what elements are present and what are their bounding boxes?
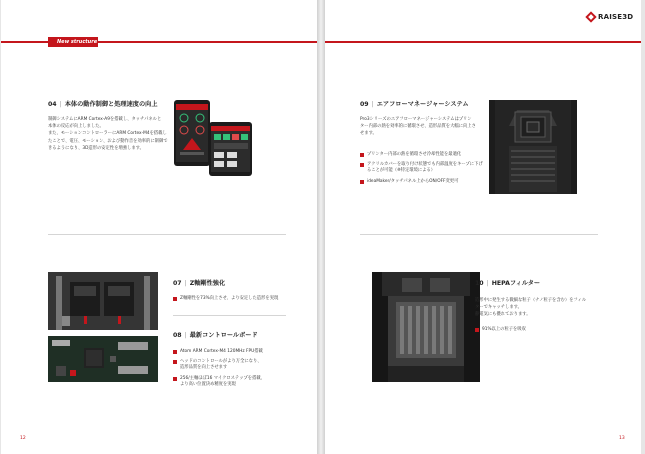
body-line: 造形中に発生する微細な粒子（ナノ粒子を含む）をフィル bbox=[475, 298, 587, 303]
hepa-filter-image bbox=[372, 272, 480, 382]
body-line: 静電気にも優れております。 bbox=[475, 312, 531, 318]
right-page bbox=[325, 0, 641, 454]
bullet-marker bbox=[360, 153, 364, 157]
bullet-text: アクリルカバーを取り付け状態でも内部温度をキープに下げ ることが可能（※特定環境による） bbox=[367, 162, 483, 174]
airflow-fan-image bbox=[489, 100, 577, 194]
bullet-item bbox=[360, 162, 485, 174]
section-heading: Z軸剛性強化 bbox=[189, 280, 226, 287]
body-line: せます。 bbox=[360, 131, 377, 137]
spread-gutter bbox=[317, 0, 325, 454]
bullet-text: 256/主軸ほぼ16 マイクロステップを搭載、 より高い位置決め精度を実現 bbox=[180, 375, 265, 387]
section-10-bullets bbox=[475, 327, 597, 337]
page-number: 13 bbox=[619, 436, 625, 441]
section-number: 04 bbox=[48, 101, 57, 108]
bullet-text: ヘッドのコントロールがより万全になり、 造形品質を向上させます bbox=[180, 359, 262, 371]
bullet-marker bbox=[173, 350, 177, 354]
section-number: 07 bbox=[173, 280, 182, 287]
title-separator: | bbox=[486, 280, 489, 287]
section-09-title bbox=[360, 99, 469, 108]
bullet-marker bbox=[173, 297, 177, 301]
title-separator: | bbox=[184, 280, 187, 287]
body-line: また、モーションコントローラーにARM Cortex-M4を搭載し bbox=[48, 131, 167, 137]
bullet-item bbox=[173, 359, 293, 371]
bullet-marker bbox=[360, 163, 364, 167]
section-heading: 最新コントロールボード bbox=[189, 332, 258, 339]
bullet-marker bbox=[360, 180, 364, 184]
bullet-text: ideaMaker/タッチパネル上からON/OFF変更可 bbox=[367, 178, 459, 184]
section-04-title bbox=[48, 99, 158, 108]
left-page bbox=[1, 0, 317, 454]
section-08-title bbox=[173, 330, 258, 339]
section-09-body bbox=[360, 116, 480, 138]
bullet-text: Atom ARM Cortex-M4 120MHz FPU搭載 bbox=[180, 349, 263, 354]
control-board-image bbox=[48, 336, 158, 382]
brand-name: RAISE3D bbox=[598, 13, 634, 21]
bullet-marker bbox=[475, 328, 479, 332]
bullet-item bbox=[173, 376, 293, 388]
title-separator: | bbox=[184, 332, 187, 339]
body-line: 制御システムにARM Cortex-A9を搭載し、タッチパネルと bbox=[48, 117, 162, 122]
bullet-text: Z軸剛性を73%向上させ、より安定した造形を実現 bbox=[180, 296, 279, 301]
section-07-bullets bbox=[173, 296, 293, 306]
body-line: きるようになり、3D造形の安定性を増強します。 bbox=[48, 145, 144, 151]
body-line: ターでキャッチします。 bbox=[475, 305, 522, 311]
body-line: たことで、電圧、モーション、および動作音を効率的に制御で bbox=[48, 138, 168, 144]
bullet-item bbox=[475, 327, 597, 333]
page-number: 12 bbox=[20, 436, 26, 441]
raise3d-logo-icon bbox=[585, 11, 596, 22]
section-divider bbox=[48, 234, 286, 235]
section-10-body bbox=[475, 297, 597, 319]
bullet-item bbox=[360, 152, 485, 158]
body-line: ター内部の熱を効率的に循環させ、造形品質を大幅に向上さ bbox=[360, 124, 476, 130]
bullet-marker bbox=[173, 377, 177, 381]
section-heading: HEPAフィルター bbox=[491, 280, 541, 287]
section-number: 09 bbox=[360, 101, 369, 108]
touchscreen-ui-image bbox=[171, 100, 255, 178]
section-divider bbox=[360, 234, 598, 235]
bullet-item bbox=[360, 179, 485, 185]
bullet-text: 91%以上の粒子を吸収 bbox=[482, 327, 526, 332]
section-heading: 本体の動作制御と処理速度の向上 bbox=[64, 101, 158, 108]
bullet-text: プリンター内部の熱を循環させ冷却性能を最適化 bbox=[367, 152, 462, 157]
section-04-body bbox=[48, 116, 168, 152]
section-07-title bbox=[173, 278, 225, 287]
body-line: 本体の反応が向上しました。 bbox=[48, 124, 104, 130]
title-separator: | bbox=[371, 101, 374, 108]
section-10-title bbox=[475, 278, 540, 287]
bullet-item bbox=[173, 349, 293, 355]
section-number: 10 bbox=[475, 280, 484, 287]
section-number: 08 bbox=[173, 332, 182, 339]
z-axis-image bbox=[48, 272, 158, 330]
section-08-bullets bbox=[173, 349, 293, 392]
title-separator: | bbox=[59, 101, 62, 108]
section-09-bullets bbox=[360, 152, 485, 189]
section-heading: エアフローマネージャーシステム bbox=[376, 101, 469, 108]
header-rule bbox=[325, 41, 641, 43]
brand-logo bbox=[587, 11, 633, 23]
body-line: Pro3シリーズのエアフローマネージャーシステムはプリン bbox=[360, 117, 472, 122]
bullet-marker bbox=[173, 360, 177, 364]
section-divider bbox=[173, 315, 286, 316]
section-tab: New structure bbox=[48, 37, 98, 47]
bullet-item bbox=[173, 296, 293, 302]
